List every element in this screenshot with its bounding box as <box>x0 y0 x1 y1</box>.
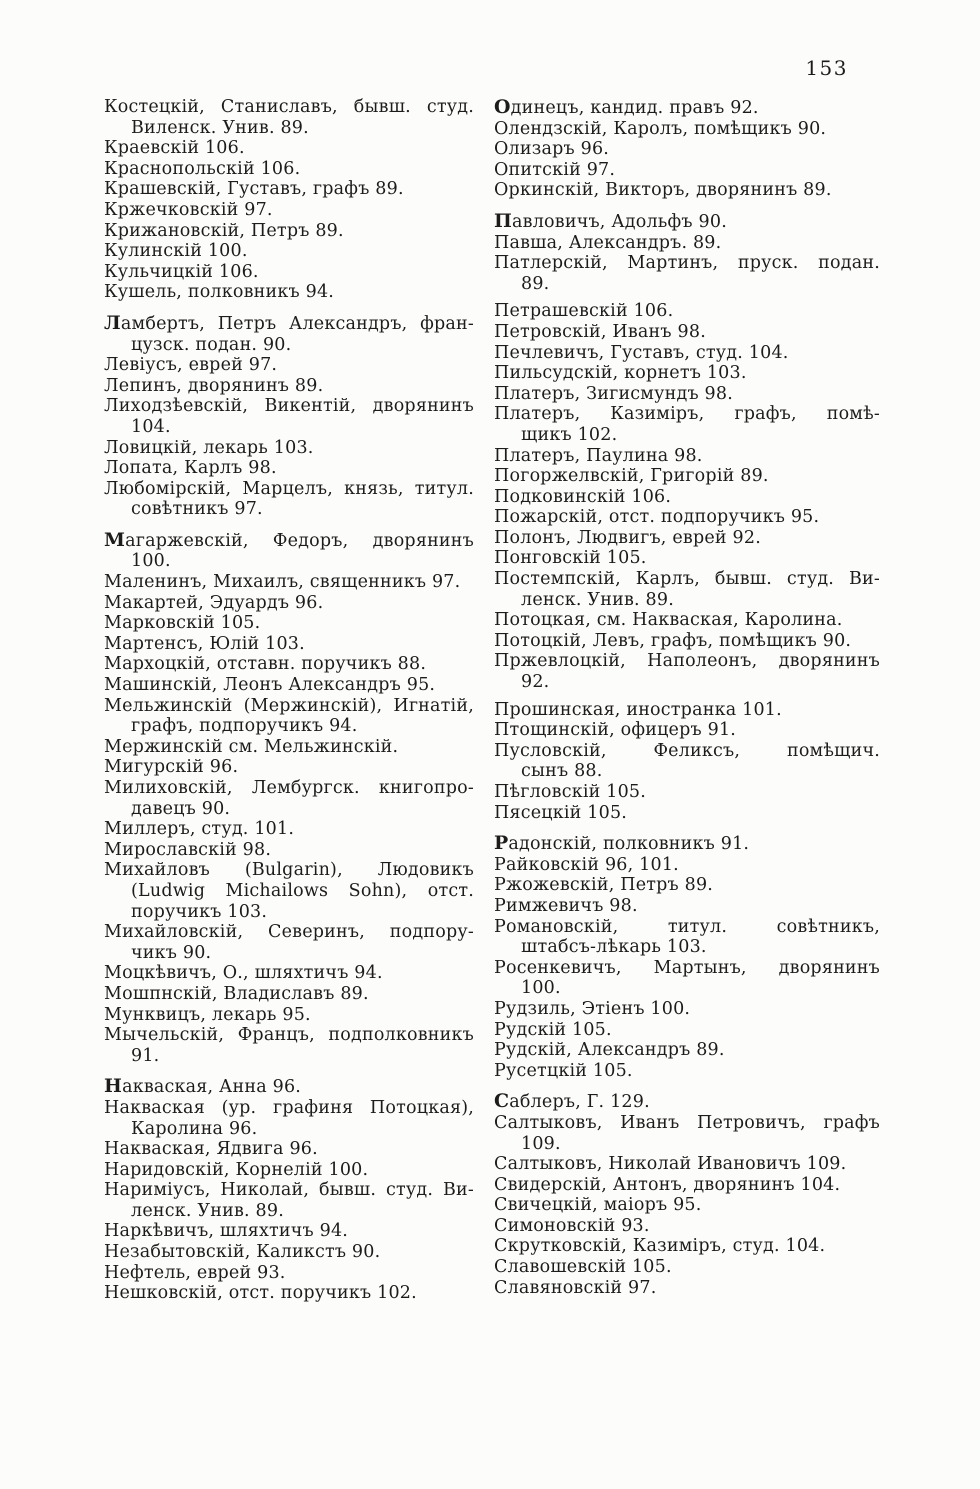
index-line: Кульчицкій 106. <box>104 261 259 282</box>
index-line: Романовскій, титул. совѣтникъ, <box>494 916 880 937</box>
index-entry <box>494 1216 880 1237</box>
index-line: Радонскій, полковникъ 91. <box>494 832 750 855</box>
index-entry <box>104 1098 474 1139</box>
index-entry <box>104 376 474 397</box>
index-line: Моцкѣвичъ, О., шляхтичъ 94. <box>104 963 383 984</box>
index-line: Одинецъ, кандид. правъ 92. <box>494 96 759 118</box>
index-line: Мархоцкій, отставн. поручикъ 88. <box>104 654 427 675</box>
index-line: Кулинскій 100. <box>104 241 248 262</box>
index-entry <box>494 343 880 364</box>
index-entry <box>494 651 880 692</box>
index-entry <box>494 97 880 119</box>
index-line: Мигурскій 96. <box>104 757 239 778</box>
index-entry <box>104 179 474 200</box>
index-line: Пожарскій, отст. подпоручикъ 95. <box>494 507 820 528</box>
index-entry <box>494 528 880 549</box>
index-entry <box>104 778 474 819</box>
index-entry <box>104 984 474 1005</box>
index-section <box>494 833 880 1081</box>
index-entry <box>494 384 880 405</box>
index-entry <box>104 634 474 655</box>
index-line: 89. <box>521 273 550 294</box>
index-line: Лопата, Карлъ 98. <box>104 458 277 479</box>
index-entry <box>494 139 880 160</box>
index-entry <box>104 963 474 984</box>
index-entry <box>104 1242 474 1263</box>
index-entry <box>494 958 880 999</box>
index-entry <box>494 119 880 140</box>
index-line: Нефтель, еврей 93. <box>104 1262 286 1283</box>
index-section <box>494 97 880 201</box>
index-line: Мунквицъ, лекарь 95. <box>104 1004 311 1025</box>
index-line: Свидерскій, Антонъ, дворянинъ 104. <box>494 1174 841 1195</box>
index-entry <box>104 1076 474 1098</box>
index-line: Макартей, Эдуардъ 96. <box>104 592 324 613</box>
index-line: Петрашевскій 106. <box>494 301 674 322</box>
index-line: Райковскій 96, 101. <box>494 854 679 875</box>
index-line: Славяновскій 97. <box>494 1277 657 1298</box>
index-line: Олендзскій, Каролъ, помѣщикъ 90. <box>494 118 827 139</box>
index-entry <box>104 159 474 180</box>
index-entry <box>104 355 474 376</box>
index-section <box>104 1076 474 1304</box>
index-line: Мошпнскій, Владиславъ 89. <box>104 983 369 1004</box>
index-section <box>104 313 474 520</box>
index-entry <box>494 160 880 181</box>
index-line: Платеръ, Казиміръ, графъ, помѣ- <box>494 404 880 425</box>
index-section <box>494 1091 880 1298</box>
index-line: Пусловскій, Феликсъ, помѣщич. <box>494 740 880 761</box>
index-line: Пясецкій 105. <box>494 802 628 823</box>
index-entry <box>104 922 474 963</box>
index-entry <box>104 1160 474 1181</box>
index-line: Рудскій 105. <box>494 1019 612 1040</box>
index-line: Потоцкій, Левъ, графъ, помѣщикъ 90. <box>494 630 852 651</box>
index-entry <box>104 840 474 861</box>
index-line: Славошевскій 105. <box>494 1257 672 1278</box>
index-entry <box>104 458 474 479</box>
index-line: сынъ 88. <box>521 761 603 782</box>
index-entry <box>104 593 474 614</box>
index-entry <box>494 548 880 569</box>
index-line: Оркинскій, Викторъ, дворянинъ 89. <box>494 180 832 201</box>
index-entry <box>104 200 474 221</box>
index-line: поручикъ 103. <box>131 901 268 922</box>
index-line: Салтыковъ, Иванъ Петровичъ, графъ <box>494 1112 880 1133</box>
index-line: Пѣгловскій 105. <box>494 782 647 802</box>
index-line: Птощинскій, офицеръ 91. <box>494 720 737 741</box>
index-line: Постемпскій, Карлъ, бывш. студ. Ви- <box>494 569 880 590</box>
index-line: Пржевлоцкій, Наполеонъ, дворянинъ <box>494 651 880 672</box>
index-line: Ловицкій, лекарь 103. <box>104 437 314 458</box>
index-entry <box>494 569 880 610</box>
index-line: Нариміусъ, Николай, бывш. студ. Ви- <box>104 1180 474 1201</box>
index-line: Крашевскій, Густавъ, графъ 89. <box>104 179 404 200</box>
index-entry <box>494 1113 880 1154</box>
index-line: Кржечковскій 97. <box>104 199 273 220</box>
index-line: 100. <box>521 978 561 999</box>
index-entry <box>104 313 474 355</box>
index-entry <box>494 322 880 343</box>
index-entry <box>494 833 880 855</box>
index-line: Милиховскій, Лембургск. книгопро- <box>104 778 474 798</box>
index-line: Наркѣвичъ, шляхтичъ 94. <box>104 1221 349 1242</box>
index-entry <box>494 875 880 896</box>
index-line: Павша, Александръ. 89. <box>494 232 722 253</box>
index-entry <box>494 896 880 917</box>
index-entry <box>104 241 474 262</box>
index-section <box>104 97 474 303</box>
index-line: Подковинскій 106. <box>494 486 672 507</box>
index-line: Русетцкій 105. <box>494 1060 633 1081</box>
index-entry <box>494 1175 880 1196</box>
index-line: Кушель, полковникъ 94. <box>104 282 335 303</box>
index-entry <box>494 1257 880 1278</box>
index-line: совѣтникъ 97. <box>131 499 263 520</box>
index-entry <box>104 1283 474 1304</box>
index-line: Рудскій, Александръ 89. <box>494 1040 725 1061</box>
index-entry <box>494 180 880 201</box>
index-line: Лиходзѣевскій, Викентій, дворянинъ <box>104 396 474 417</box>
index-line: 100. <box>131 551 171 572</box>
index-line: Прошинская, иностранка 101. <box>494 699 782 720</box>
index-line: Незабытовскій, Каликстъ 90. <box>104 1242 381 1263</box>
index-line: Полонъ, Людвигъ, еврей 92. <box>494 527 761 548</box>
index-line: Мельжинскій (Мержинскій), Игнатій, <box>104 695 474 716</box>
index-line: Накваская, Анна 96. <box>104 1075 302 1098</box>
index-line: Ржожевскій, Петръ 89. <box>494 875 714 896</box>
index-line: Лепинъ, дворянинъ 89. <box>104 375 324 396</box>
index-entry <box>494 211 880 233</box>
index-line: Олизаръ 96. <box>494 139 610 160</box>
index-entry <box>104 97 474 138</box>
index-entry <box>494 301 880 322</box>
index-line: штабсъ-лѣкарь 103. <box>521 937 707 958</box>
index-line: Платеръ, Паулина 98. <box>494 445 703 466</box>
index-line: Нешковскій, отст. поручикъ 102. <box>104 1283 417 1304</box>
index-line: (Ludwig Michailows Sohn), отст. <box>131 880 474 901</box>
index-section <box>494 211 880 294</box>
index-line: Патлерскій, Мартинъ, пруск. подан. <box>494 253 880 274</box>
index-entry <box>494 363 880 384</box>
index-line: Саблеръ, Г. 129. <box>494 1090 650 1113</box>
index-entry <box>104 438 474 459</box>
index-entry <box>104 282 474 303</box>
index-entry <box>494 1195 880 1216</box>
index-line: Римжевичъ 98. <box>494 895 638 916</box>
index-column-right <box>494 97 880 1298</box>
index-entry <box>494 610 880 631</box>
index-entry <box>494 1020 880 1041</box>
index-line: Накваская, Ядвига 96. <box>104 1139 318 1160</box>
index-line: Ламбертъ, Петръ Александръ, фран- <box>104 311 474 334</box>
index-entry <box>494 446 880 467</box>
index-line: Скрутковскій, Казиміръ, студ. 104. <box>494 1236 826 1257</box>
index-line: Марковскій 105. <box>104 613 261 634</box>
index-entry <box>104 479 474 520</box>
index-entry <box>494 1236 880 1257</box>
index-entry <box>494 631 880 652</box>
index-line: Петровскій, Иванъ 98. <box>494 321 706 342</box>
index-line: Магаржевскій, Федоръ, дворянинъ <box>104 528 474 551</box>
index-entry <box>104 860 474 922</box>
index-line: чикъ 90. <box>131 942 212 963</box>
index-line: 104. <box>131 416 171 437</box>
index-entry <box>104 1263 474 1284</box>
index-entry <box>494 253 880 294</box>
index-entry <box>494 741 880 782</box>
index-line: графъ, подпоручикъ 94. <box>131 716 358 737</box>
index-entry <box>104 221 474 242</box>
index-entry <box>494 1091 880 1113</box>
index-entry <box>104 530 474 572</box>
index-line: Печлевичъ, Густавъ, студ. 104. <box>494 342 789 363</box>
index-line: Краевскій 106. <box>104 138 245 159</box>
page-number: 153 <box>805 56 848 80</box>
index-entry <box>104 1221 474 1242</box>
index-entry <box>104 1025 474 1066</box>
index-entry <box>494 700 880 721</box>
index-line: Виленск. Унив. 89. <box>131 117 309 138</box>
index-line: Потоцкая, см. Накваская, Каролина. <box>494 610 843 631</box>
index-line: Крижановскій, Петръ 89. <box>104 220 344 241</box>
index-entry <box>104 613 474 634</box>
index-line: Машинскій, Леонъ Александръ 95. <box>104 675 436 696</box>
index-entry <box>494 466 880 487</box>
index-entry <box>494 1061 880 1082</box>
index-entry <box>104 757 474 778</box>
index-line: Росенкевичъ, Мартынъ, дворянинъ <box>494 957 880 978</box>
index-section <box>104 530 474 1066</box>
index-entry <box>104 138 474 159</box>
index-line: Павловичъ, Адольфъ 90. <box>494 209 727 232</box>
index-entry <box>494 1154 880 1175</box>
index-column-left <box>104 97 474 1304</box>
index-line: 91. <box>131 1045 160 1066</box>
index-line: Михайловскій, Северинъ, подпору- <box>104 922 474 943</box>
index-entry <box>494 720 880 741</box>
index-line: давецъ 90. <box>131 798 231 819</box>
index-entry <box>494 855 880 876</box>
index-entry <box>104 696 474 737</box>
index-line: ленск. Унив. 89. <box>131 1200 284 1221</box>
index-line: Миллеръ, студ. 101. <box>104 819 295 840</box>
index-entry <box>494 917 880 958</box>
index-entry <box>494 1040 880 1061</box>
index-line: Накваская (ур. графиня Потоцкая), <box>104 1097 474 1118</box>
index-entry <box>104 1005 474 1026</box>
index-section <box>494 301 880 692</box>
index-line: Каролина 96. <box>131 1118 258 1139</box>
index-line: Пильсудскій, корнетъ 103. <box>494 363 747 384</box>
index-line: Опитскій 97. <box>494 159 616 180</box>
index-entry <box>104 819 474 840</box>
index-entry <box>104 262 474 283</box>
index-line: ленск. Унив. 89. <box>521 589 674 610</box>
index-entry <box>104 396 474 437</box>
index-line: Свичецкій, маіоръ 95. <box>494 1195 702 1216</box>
index-line: Костецкій, Станиславъ, бывш. студ. <box>104 97 474 117</box>
index-entry <box>494 999 880 1020</box>
index-line: Салтыковъ, Николай Ивановичъ 109. <box>494 1154 847 1175</box>
index-line: 109. <box>521 1133 561 1154</box>
index-line: Платеръ, Зигисмундъ 98. <box>494 383 733 404</box>
index-line: Мартенсъ, Юлій 103. <box>104 633 305 654</box>
index-entry <box>494 233 880 254</box>
index-line: Рудзиль, Этіенъ 100. <box>494 998 691 1019</box>
index-line: Симоновскій 93. <box>494 1215 650 1236</box>
index-section <box>494 700 880 824</box>
index-line: Михайловъ (Bulgarin), Людовикъ <box>104 860 474 881</box>
index-entry <box>104 1139 474 1160</box>
index-line: Мычельскій, Францъ, подполковникъ <box>104 1025 474 1046</box>
index-line: Мирославскій 98. <box>104 839 272 860</box>
index-line: Краснопольскій 106. <box>104 158 301 179</box>
index-entry <box>104 737 474 758</box>
index-line: Маленинъ, Михаилъ, священникъ 97. <box>104 572 461 593</box>
index-line: Наридовскій, Корнелій 100. <box>104 1159 369 1180</box>
index-entry <box>494 782 880 803</box>
index-entry <box>494 1278 880 1299</box>
index-entry <box>494 487 880 508</box>
index-line: Мержинскій см. Мельжинскій. <box>104 736 399 757</box>
index-entry <box>494 404 880 445</box>
index-line: Погоржелвскій, Григорій 89. <box>494 466 769 487</box>
index-line: Понговскій 105. <box>494 548 647 569</box>
index-entry <box>104 675 474 696</box>
index-entry <box>104 572 474 593</box>
index-entry <box>104 1180 474 1221</box>
index-entry <box>494 507 880 528</box>
index-entry <box>494 803 880 824</box>
index-line: Левіусъ, еврей 97. <box>104 355 278 376</box>
index-line: 92. <box>521 672 550 693</box>
index-line: Любомірскій, Марцелъ, князь, титул. <box>104 478 474 499</box>
index-entry <box>104 654 474 675</box>
index-line: щикъ 102. <box>521 424 618 445</box>
index-line: цузск. подан. 90. <box>131 334 292 355</box>
